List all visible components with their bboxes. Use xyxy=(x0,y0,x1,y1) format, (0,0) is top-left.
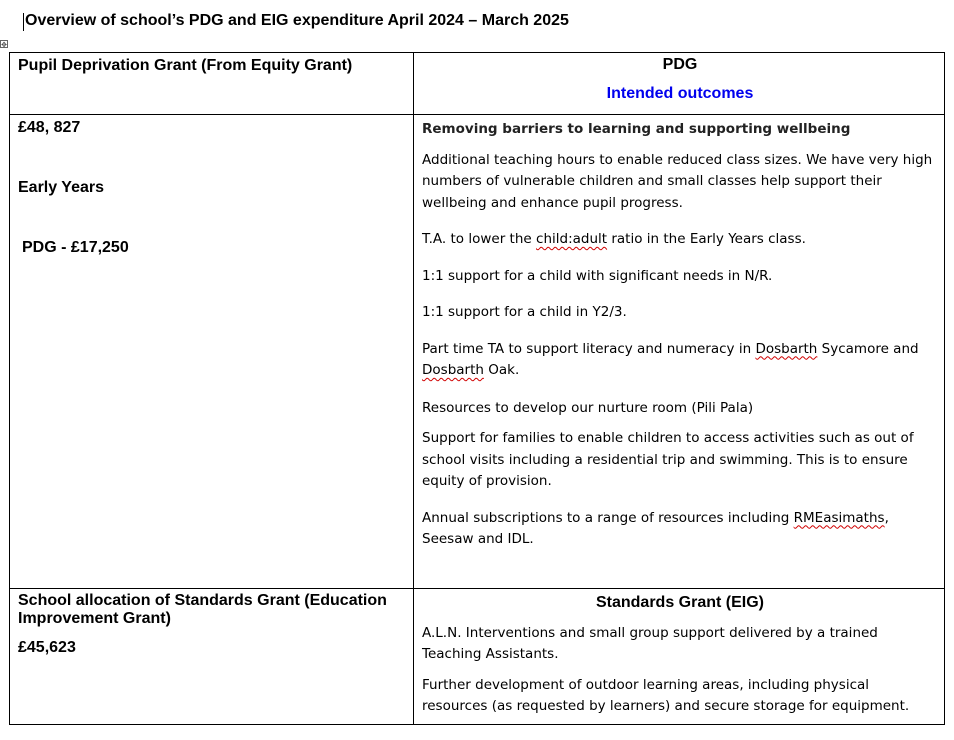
intended-outcomes-heading: Intended outcomes xyxy=(606,85,754,102)
eig-row xyxy=(10,589,945,725)
eig-right-header: Standards Grant (EIG) xyxy=(595,594,765,611)
outcome-ta-ratio: T.A. to lower the child:adult ratio in the Early Years class. xyxy=(422,231,806,247)
pdg-amount-cell[interactable] xyxy=(10,115,414,589)
pdg-header-row xyxy=(10,53,945,115)
eig-amount: £45,623 xyxy=(18,639,76,656)
pdg-detail-row xyxy=(10,115,945,589)
pdg-left-header-cell[interactable] xyxy=(10,53,414,115)
text-cursor xyxy=(23,13,24,31)
pdg-outcomes-cell[interactable] xyxy=(414,115,945,589)
outcome-reduced-classes: Additional teaching hours to enable reduced class sizes. We have very high numbers of vulnerable children and small classes help support their wellbeing and enhance pupil progress. xyxy=(422,151,933,211)
spellcheck-word: Dosbarth xyxy=(422,362,484,378)
focus-heading: Removing barriers to learning and supporting wellbeing xyxy=(422,121,851,137)
eig-left-header: School allocation of Standards Grant (Education Improvement Grant) xyxy=(18,592,387,627)
eig-outcomes-cell[interactable] xyxy=(414,589,945,725)
pdg-right-header: PDG xyxy=(662,56,698,73)
spellcheck-word: child:adult xyxy=(536,231,608,247)
outcome-support-y23: 1:1 support for a child in Y2/3. xyxy=(422,304,627,320)
outcome-part-time-ta: Part time TA to support literacy and numeracy in Dosbarth Sycamore and Dosbarth Oak. xyxy=(422,340,919,378)
outcome-family-support: Support for families to enable children to access activities such as out of school visits including a residential trip and swimming. This is to ensure equity of provision. xyxy=(422,430,914,489)
early-years-pdg: PDG - £17,250 xyxy=(22,239,129,256)
early-years-label: Early Years xyxy=(18,179,105,196)
document-title: Overview of school’s PDG and EIG expenditure April 2024 – March 2025 xyxy=(25,12,569,29)
pdg-left-header: Pupil Deprivation Grant (From Equity Grant) xyxy=(18,57,353,74)
eig-outcome-outdoor: Further development of outdoor learning areas, including physical resources (as requested by learners) and secure storage for equipment. xyxy=(422,676,910,714)
eig-outcome-aln: A.L.N. Interventions and small group support delivered by a trained Teaching Assistants. xyxy=(422,624,878,662)
eig-allocation-cell[interactable] xyxy=(10,589,414,725)
spellcheck-word: RMEasimaths xyxy=(793,509,885,526)
pdg-right-header-cell[interactable] xyxy=(414,53,945,115)
pdg-amount: £48, 827 xyxy=(18,119,81,136)
spellcheck-word: Dosbarth xyxy=(755,340,818,357)
outcome-support-nr: 1:1 support for a child with significant needs in N/R. xyxy=(422,267,773,284)
table-move-handle-icon[interactable]: ✥ xyxy=(1,41,7,49)
expenditure-table xyxy=(9,52,945,725)
outcome-nurture-room: Resources to develop our nurture room (Pili Pala) xyxy=(422,399,754,416)
outcome-subscriptions: Annual subscriptions to a range of resources including RMEasimaths, Seesaw and IDL. xyxy=(422,509,889,547)
